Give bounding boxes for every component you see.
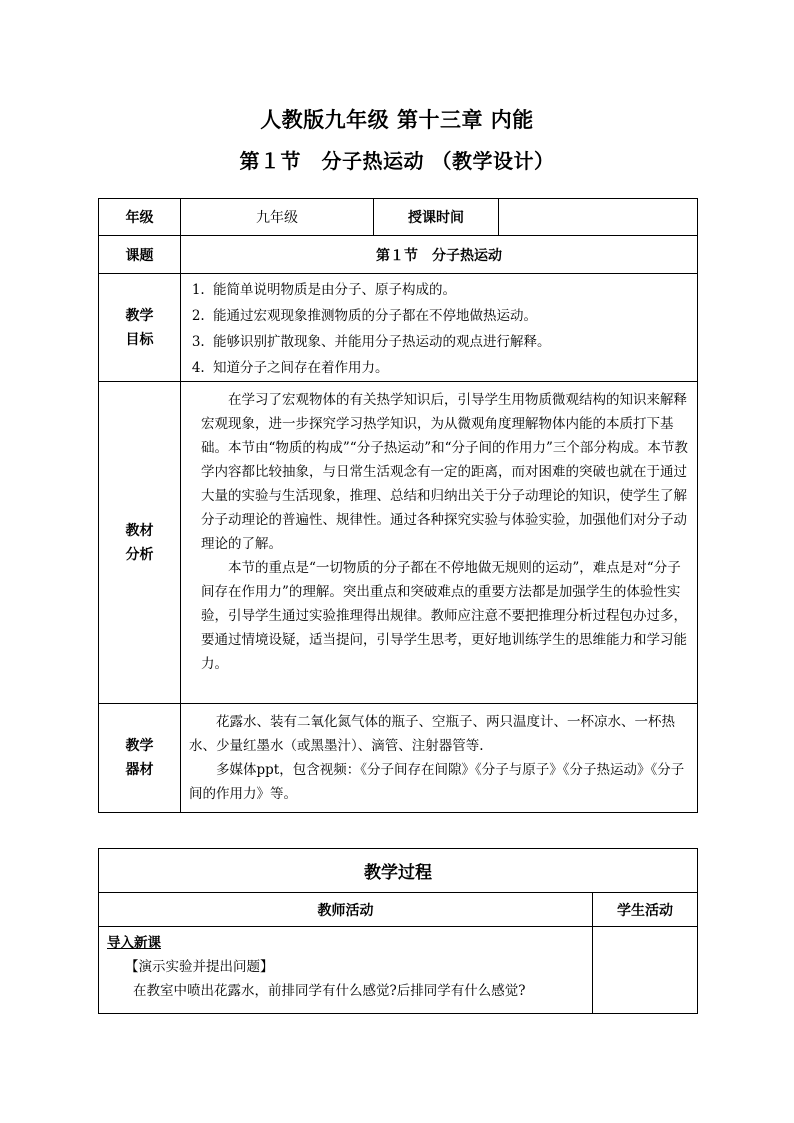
goal-item: 4. 知道分子之间存在着作用力。 <box>209 355 697 381</box>
process-title: 教学过程 <box>99 849 698 893</box>
equipment-cell <box>181 704 698 813</box>
class-time-label: 授课时间 <box>374 199 499 236</box>
analysis-label: 教材 分析 <box>99 382 181 704</box>
analysis-cell <box>181 382 698 704</box>
class-time-value <box>499 199 698 236</box>
teacher-activity-cell <box>99 927 593 1014</box>
demo-heading: 【演示实验并提出问题】 <box>125 959 274 975</box>
teacher-activity-header: 教师活动 <box>99 893 593 927</box>
student-activity-header: 学生活动 <box>593 893 698 927</box>
analysis-paragraph: 在学习了宏观物体的有关热学知识后，引导学生用物质微观结构的知识来解释宏观现象，进一步探究学习热学知识，为从微观角度理解物体内能的本质打下基础。本节由“物质的构成”“分子热运动”和“分子间的作用力”三个部分构成。本节教学内容都比较抽象，与日常生活观念有一定的距离，而对困难的突破也就在于通过大量的实验与生活现象，推理、总结和归纳出关于分子动理论的知识，使学生了解分子动理论的普遍性、规律性。通过各种探究实验与体验实验，加强他们对分子动理论的了解。 <box>201 392 688 552</box>
lesson-info-table <box>98 198 698 813</box>
goals-list <box>181 274 697 381</box>
goal-item: 2. 能通过宏观现象推测物质的分子都在不停地做热运动。 <box>209 303 697 329</box>
section-heading: 导入新课 <box>107 935 161 951</box>
grade-value: 九年级 <box>181 199 374 236</box>
document-subtitle: 第１节 分子热运动 （教学设计） <box>239 149 555 173</box>
grade-label: 年级 <box>99 199 181 236</box>
activity-text: 在教室中喷出花露水，前排同学有什么感觉?后排同学有什么感觉? <box>133 983 526 999</box>
topic-label: 课题 <box>99 236 181 274</box>
goals-label: 教学 目标 <box>99 274 181 382</box>
equipment-label: 教学 器材 <box>99 704 181 813</box>
analysis-paragraph: 本节的重点是“一切物质的分子都在不停地做无规则的运动”，难点是对“分子间存在作用力”的理解。突出重点和突破难点的重要方法都是加强学生的体验性实验，引导学生通过实验推理得出规律。教师应注意不要把推理分析过程包办过多，要通过情境设疑，适当提问，引导学生思考，更好地训练学生的思维能力和学习能力。 <box>201 560 687 672</box>
topic-value: 第１节 分子热运动 <box>181 236 698 274</box>
student-activity-cell <box>593 927 698 1014</box>
equipment-paragraph: 多媒体ppt，包含视频：《分子间存在间隙》《分子与原子》《分子热运动》《分子间的作用力》等。 <box>189 762 685 802</box>
goals-cell <box>181 274 698 382</box>
document-title: 人教版九年级 第十三章 内能 <box>260 107 534 132</box>
goal-item: 3. 能够识别扩散现象、并能用分子热运动的观点进行解释。 <box>209 329 697 355</box>
goal-item: 1. 能简单说明物质是由分子、原子构成的。 <box>209 277 697 303</box>
teaching-process-table <box>98 848 698 1014</box>
equipment-paragraph: 花露水、装有二氧化氮气体的瓶子、空瓶子、两只温度计、一杯凉水、一杯热水、少量红墨水（或黑墨汁）、滴管、注射器管等. <box>189 714 675 754</box>
